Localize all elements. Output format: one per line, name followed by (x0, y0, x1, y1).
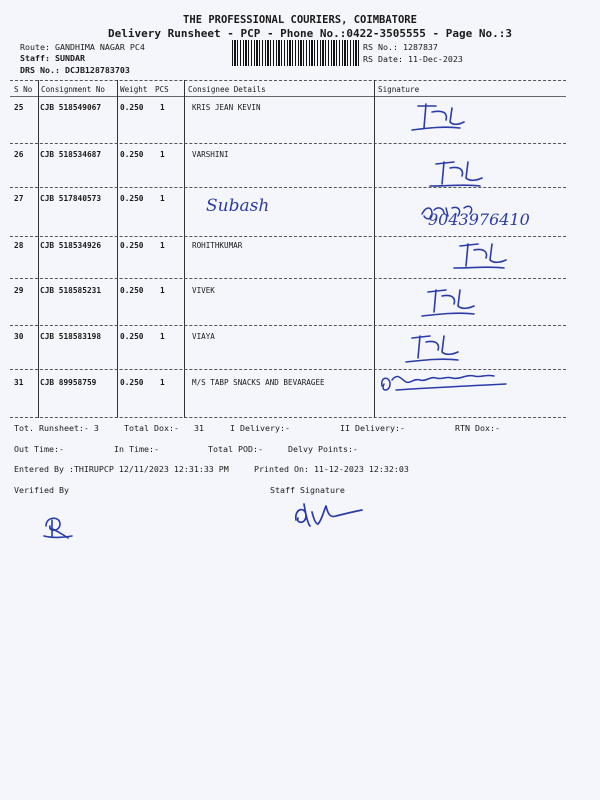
tot-runsheet: Tot. Runsheet:- 3 (14, 423, 99, 433)
row-separator (10, 325, 566, 326)
row-pcs: 1 (160, 286, 165, 295)
header-bottom-rule (10, 96, 566, 97)
rtn-dox: RTN Dox:- (455, 423, 500, 433)
row-sno: 31 (14, 378, 24, 387)
row-consignment: CJB 518583198 (40, 332, 102, 341)
drs-number: DRS No.: DCJB128783703 (20, 65, 130, 75)
row-consignment: CJB 518534687 (40, 150, 102, 159)
header-top-rule (10, 80, 566, 81)
delvy-points: Delvy Points:- (288, 444, 358, 454)
row-sno: 25 (14, 103, 24, 112)
row-sno: 30 (14, 332, 24, 341)
row-separator (10, 236, 566, 237)
printed-on: Printed On: 11-12-2023 12:32:03 (254, 464, 409, 474)
row-weight: 0.250 (120, 150, 144, 159)
row-weight: 0.250 (120, 241, 144, 250)
row-consignee: VIVEK (192, 286, 215, 295)
col-header-signature: Signature (378, 85, 420, 94)
signature-scribble (428, 156, 488, 192)
row-weight: 0.250 (120, 378, 144, 387)
signature-scribble (408, 98, 468, 138)
rs-date: RS Date: 11-Dec-2023 (363, 54, 463, 64)
row-separator (10, 278, 566, 279)
col-divider (38, 80, 39, 418)
col-header-weight: Weight (120, 85, 148, 94)
barcode-image (232, 40, 359, 66)
company-name: THE PROFESSIONAL COURIERS, COIMBATORE (183, 14, 417, 26)
handwritten-name: Subash (206, 196, 270, 216)
route-label: Route: GANDHIMA NAGAR PC4 (20, 42, 145, 52)
row-consignment: CJB 89958759 (40, 378, 97, 387)
out-time: Out Time:- (14, 444, 64, 454)
col-header-consignment: Consignment No (41, 85, 106, 94)
i-delivery: I Delivery:- (230, 423, 290, 433)
col-divider (117, 80, 118, 418)
col-divider (374, 80, 375, 418)
row-sno: 27 (14, 194, 24, 203)
row-sno: 26 (14, 150, 24, 159)
runsheet-title: Delivery Runsheet - PCP - Phone No.:0422-3505555 - Page No.:3 (108, 27, 512, 40)
verifier-initials-signature (38, 510, 78, 544)
row-pcs: 1 (160, 241, 165, 250)
signature-scribble (376, 366, 516, 400)
row-pcs: 1 (160, 194, 165, 203)
table-bottom-rule (10, 417, 566, 418)
staff-signature-label: Staff Signature (270, 485, 345, 495)
row-consignment: CJB 518534926 (40, 241, 102, 250)
row-consignee: VIAYA (192, 332, 215, 341)
signature-scribble (452, 238, 512, 274)
row-consignee: M/S TABP SNACKS AND BEVARAGEE (192, 378, 325, 387)
signature-scribble (420, 284, 480, 322)
ii-delivery: II Delivery:- (340, 423, 405, 433)
col-header-pcs: PCS (155, 85, 169, 94)
row-consignment: CJB 518585231 (40, 286, 102, 295)
signature-scribble (404, 328, 464, 366)
total-pod: Total POD:- (208, 444, 263, 454)
total-dox-label: Total Dox:- (124, 423, 179, 433)
staff-label: Staff: SUNDAR (20, 53, 85, 63)
row-weight: 0.250 (120, 103, 144, 112)
rs-number: RS No.: 1287837 (363, 42, 438, 52)
row-weight: 0.250 (120, 332, 144, 341)
row-pcs: 1 (160, 378, 165, 387)
col-header-consignee: Consignee Details (188, 85, 266, 94)
row-consignee: VARSHINI (192, 150, 229, 159)
row-consignment: CJB 518549067 (40, 103, 102, 112)
row-weight: 0.250 (120, 286, 144, 295)
row-consignee: ROHITHKUMAR (192, 241, 243, 250)
total-dox-value: 31 (194, 423, 204, 433)
row-consignee: KRIS JEAN KEVIN (192, 103, 261, 112)
row-separator (10, 143, 566, 144)
row-sno: 29 (14, 286, 24, 295)
verified-by-label: Verified By (14, 485, 69, 495)
col-header-sno: S No (14, 85, 33, 94)
row-weight: 0.250 (120, 194, 144, 203)
handwritten-phone: 9043976410 (428, 210, 530, 229)
col-divider (184, 80, 185, 418)
in-time: In Time:- (114, 444, 159, 454)
row-pcs: 1 (160, 103, 165, 112)
staff-signature-mark (290, 496, 370, 536)
row-sno: 28 (14, 241, 24, 250)
row-pcs: 1 (160, 150, 165, 159)
row-pcs: 1 (160, 332, 165, 341)
row-consignment: CJB 517840573 (40, 194, 102, 203)
entered-by: Entered By :THIRUPCP 12/11/2023 12:31:33 PM (14, 464, 229, 474)
